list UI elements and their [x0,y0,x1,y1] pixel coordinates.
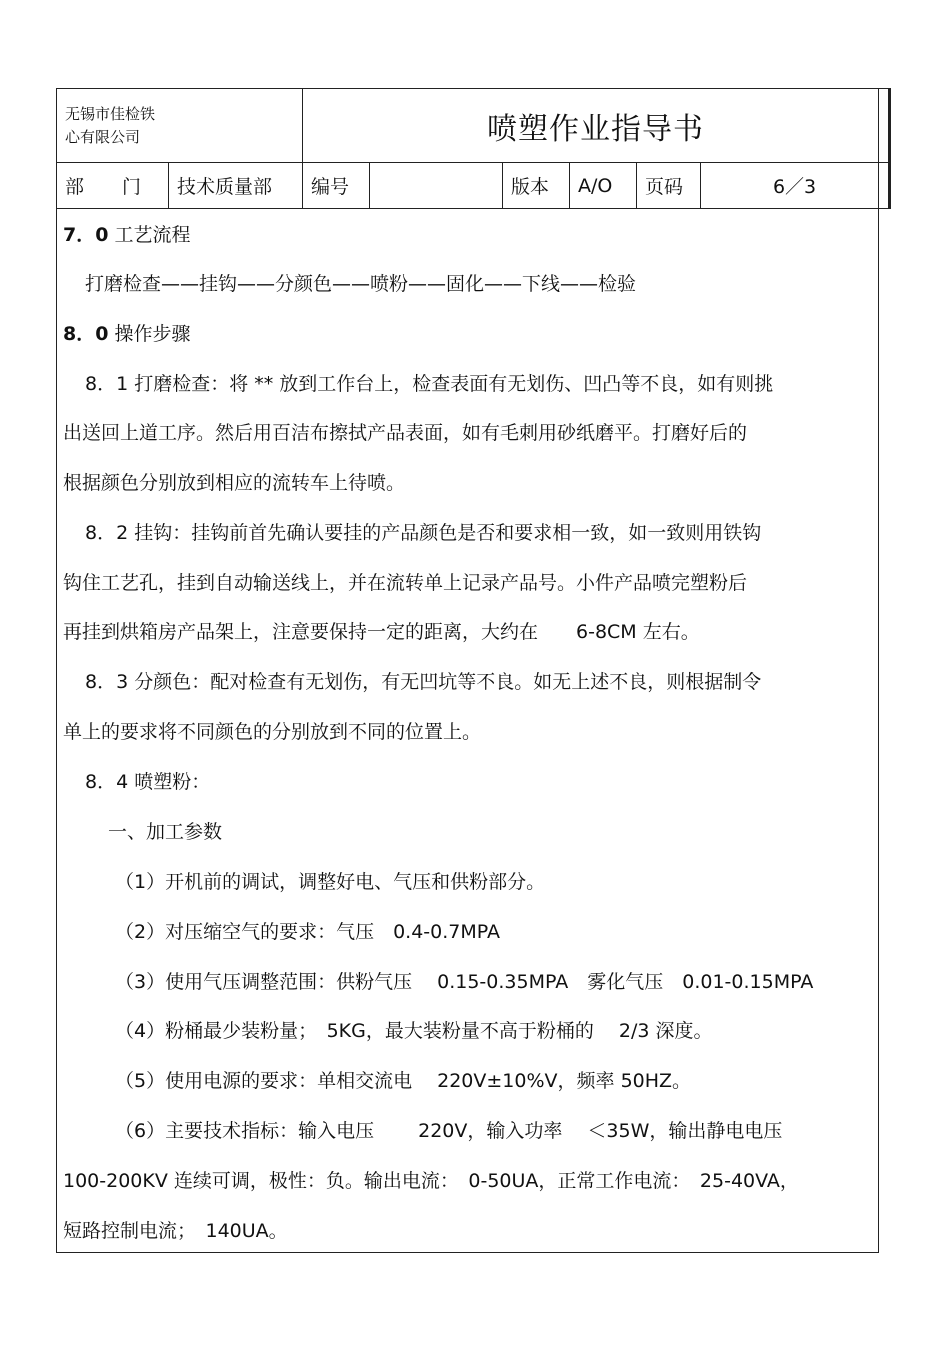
step-8-1-line-2: 出送回上道工序。然后用百洁布擦拭产品表面，如有毛刺用砂纸磨平。打磨好后的 [63,422,748,444]
section-7-number: 7．0 [63,224,109,246]
document-title: 喷塑作业指导书 [303,89,890,163]
dept-value: 技术质量部 [169,163,303,209]
sub-heading-process-params: 一、加工参数 [108,821,223,843]
step-8-2-line-1: 8．2 挂钩：挂钩前首先确认要挂的产品颜色是否和要求相一致，如一致则用铁钩 [85,522,762,544]
step-8-3-line-2: 单上的要求将不同颜色的分别放到不同的位置上。 [63,721,482,743]
code-label: 编号 [303,163,370,209]
code-value [370,163,503,209]
page-value: 6／3 [701,163,890,209]
param-3: （3）使用气压调整范围：供粉气压 0.15-0.35MPA 雾化气压 0.01-0.15MPA [115,971,814,993]
step-8-2-line-2: 钩住工艺孔，挂到自动输送线上，并在流转单上记录产品号。小件产品喷完塑粉后 [63,572,748,594]
param-1: （1）开机前的调试，调整好电、气压和供粉部分。 [115,871,546,893]
param-6-line-3: 短路控制电流； 140UA。 [63,1220,288,1242]
dept-label: 部 门 [57,163,169,209]
step-8-1-line-3: 根据颜色分别放到相应的流转车上待喷。 [63,472,406,494]
section-8-title: 操作步骤 [114,323,191,345]
param-5: （5）使用电源的要求：单相交流电 220V±10%V，频率 50HZ。 [115,1070,692,1092]
document-header-table [56,88,891,209]
company-name [57,89,303,163]
param-4: （4）粉桶最少装粉量； 5KG，最大装粉量不高于粉桶的 2/3 深度。 [115,1020,713,1042]
process-flow: 打磨检查——挂钩——分颜色——喷粉——固化——下线——检验 [85,273,637,295]
param-6-line-1: （6）主要技术指标：输入电压 220V，输入功率 ＜35W，输出静电电压 [115,1120,783,1142]
section-8-number: 8．0 [63,323,109,345]
section-7-heading [63,220,191,250]
param-2: （2）对压缩空气的要求：气压 0.4-0.7MPA [115,921,501,943]
section-7-title: 工艺流程 [114,224,191,246]
company-name-line-1: 无锡市佳检铁 [65,104,156,123]
version-label: 版本 [503,163,570,209]
param-6-line-2: 100-200KV 连续可调，极性：负。输出电流： 0-50UA，正常工作电流： 25-40VA， [63,1170,799,1192]
section-8-heading [63,319,191,349]
company-name-line-2: 心有限公司 [65,127,141,146]
page-label: 页码 [637,163,701,209]
step-8-4-heading: 8．4 喷塑粉： [85,771,211,793]
step-8-1-line-1: 8．1 打磨检查：将 ** 放到工作台上，检查表面有无划伤、凹凸等不良，如有则挑 [85,373,774,395]
step-8-2-line-3: 再挂到烘箱房产品架上，注意要保持一定的距离，大约在 6-8CM 左右。 [63,621,700,643]
step-8-3-line-1: 8．3 分颜色：配对检查有无划伤，有无凹坑等不良。如无上述不良，则根据制令 [85,671,762,693]
version-value: A/O [570,163,637,209]
